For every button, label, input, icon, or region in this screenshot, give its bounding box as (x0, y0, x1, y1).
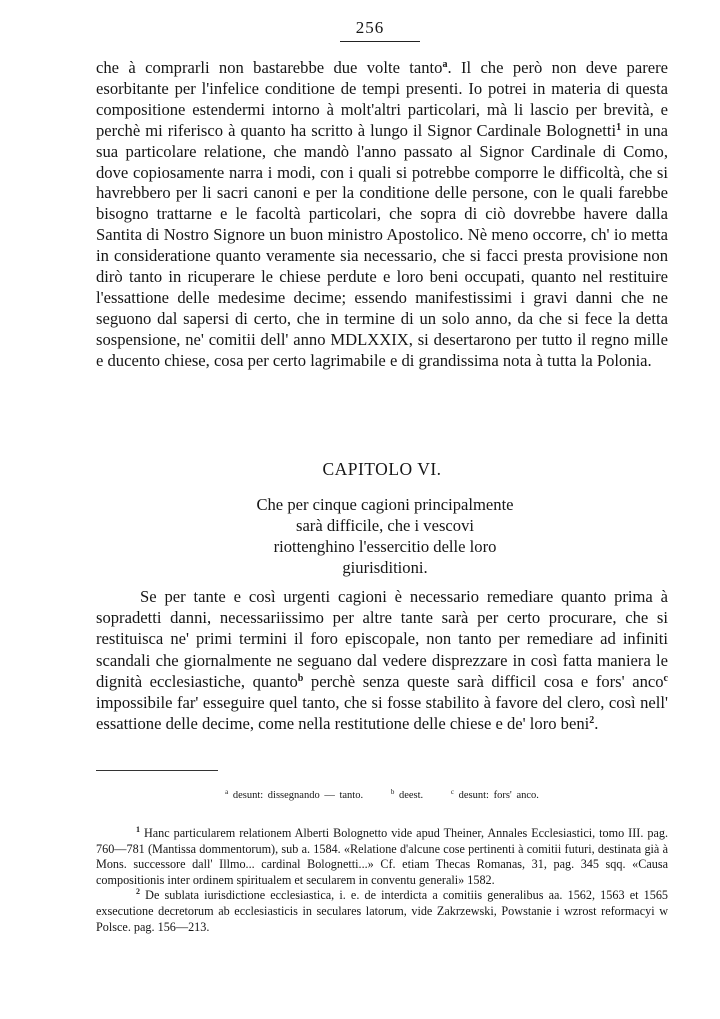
variant-note-marker: a (442, 59, 448, 70)
footnote-text: Hanc particularem relationem Alberti Bolognetto vide apud Theiner, Annales Ecclesiastici, tomo III. pag. 760—781 (Mantissa dommentorum), sub a. 1584. «Relatione d'alcune cose pertinenti à comitii futuri, destinata già à Mons. successore dall' Illmo... cardinal Bolognetti...» Cf. etiam Thecas Romanas, 31, pag. 345 sqq. «Causa compositionis inter ordinem spiritualem et secularem in conventu generali» 1582. (96, 826, 669, 887)
footnote (96, 888, 668, 935)
subtitle-line: Che per cinque cagioni principalmente (256, 495, 514, 514)
footnote-marker: 1 (616, 121, 622, 133)
chapter-text (96, 586, 668, 734)
variant-note (451, 790, 539, 801)
subtitle-line: riottenghino l'essercitio delle loro (273, 537, 497, 556)
variant-note-text: desunt: fors' anco. (458, 790, 539, 801)
variant-note-mark: c (450, 788, 455, 796)
footnote-text: De sublata iurisdictione ecclesiastica, i. e. de interdicta a comitiis generalibus aa. 1562, 1563 et 1565 exsecutione decretorum ab ecclesiasticis in seculares latorum, vide Zakrzewski, Powstanie i wzrost reformacyi w Polsce. pag. 156—213. (96, 888, 669, 934)
footnote-rule (96, 770, 218, 771)
variant-notes (96, 790, 668, 801)
footnote-marker: 2 (589, 715, 595, 727)
text-segment: impossibile far' esseguire quel tanto, che si fosse stabilito à favore del clero, così nell' essattione delle decime, come nella restitutione delle chiese e de' loro beni (96, 693, 668, 734)
variant-note-text: deest. (398, 790, 424, 801)
subtitle-line: giurisditioni. (342, 558, 428, 577)
chapter-subtitle (210, 494, 560, 578)
footnotes (96, 826, 668, 935)
variant-note-marker: b (297, 672, 304, 684)
page-number-rule (340, 41, 420, 42)
footnote-mark: 1 (136, 825, 140, 834)
variant-note-mark: b (390, 788, 395, 796)
variant-note (391, 790, 423, 801)
variant-note-mark: a (225, 788, 229, 796)
text-segment: . (594, 714, 599, 734)
body-text (96, 58, 668, 372)
subtitle-line: sarà difficile, che i vescovi (295, 516, 474, 535)
text-segment: in una sua particolare relatione, che mandò l'anno passato al Signor Cardinale di Como, dove copiosamente narra i modi, con i quali si potrebbe comporre le difficoltà, che si havrebbero per li sacri canoni e per la conditione delle persone, con le quali farebbe bisogno trattarne e le facoltà particolari, che sopra di ciò dovrebbe havere dalla Santita di Nostro Signore un buon ministro Apostolico. Nè meno occorre, ch' io metta in consideratione quanto veramente sia necessario, che si facci presta provisione non dirò tanto in ricuperare le chiese perdute e loro beni occupati, quanto nel restituire l'essattione delle medesime decime; essendo manifestissimi i gravi danni che ne seguono dal sapersi di certo, che in termine di un solo anno, da che si fece la detta sospensione, ne' comitii dell' anno MDLXXIX, si desertarono per tutto il regno mille e ducento chiese, cosa per certo lagrimabile e di grandissima nota à tutta la Polonia. (96, 120, 668, 370)
variant-note (225, 790, 363, 801)
text-segment: . Il che però non deve parere esorbitante per l'infelice conditione de tempi presenti. Io potrei in materia di questa compositione estendermi intorno à molt'altri particolari, mà li lascio per brevità, e perchè mi riferisco à quanto ha scritto à lungo il Signor Cardinale Bolognetti (96, 58, 668, 140)
footnote-mark: 2 (136, 887, 140, 897)
text-segment: Se per tante e così urgenti cagioni è necessario remediare quanto prima à sopradetti danni, necessariissimo per altre tante sarà per certo procurare, che si restituisca ne' primi termini il foro episcopale, non tanto per remediare ad infiniti scandali che giornalmente ne seguano dal vedere disprezzare in così fatta maniera le dignità ecclesiastiche, quanto (96, 587, 668, 691)
chapter-title: CAPITOLO VI. (322, 459, 442, 479)
page-number: 256 (355, 18, 385, 37)
text-segment: che à comprarli non bastarebbe due volte tanto (96, 58, 443, 77)
variant-note-text: desunt: dissegnando — tanto. (232, 790, 364, 801)
variant-note-marker: c (663, 672, 668, 684)
chapter-paragraph (96, 586, 668, 734)
paragraph-continuation (96, 58, 668, 372)
footnote (96, 826, 668, 888)
text-segment: perchè senza queste sarà difficil cosa e fors' anco (303, 671, 664, 691)
